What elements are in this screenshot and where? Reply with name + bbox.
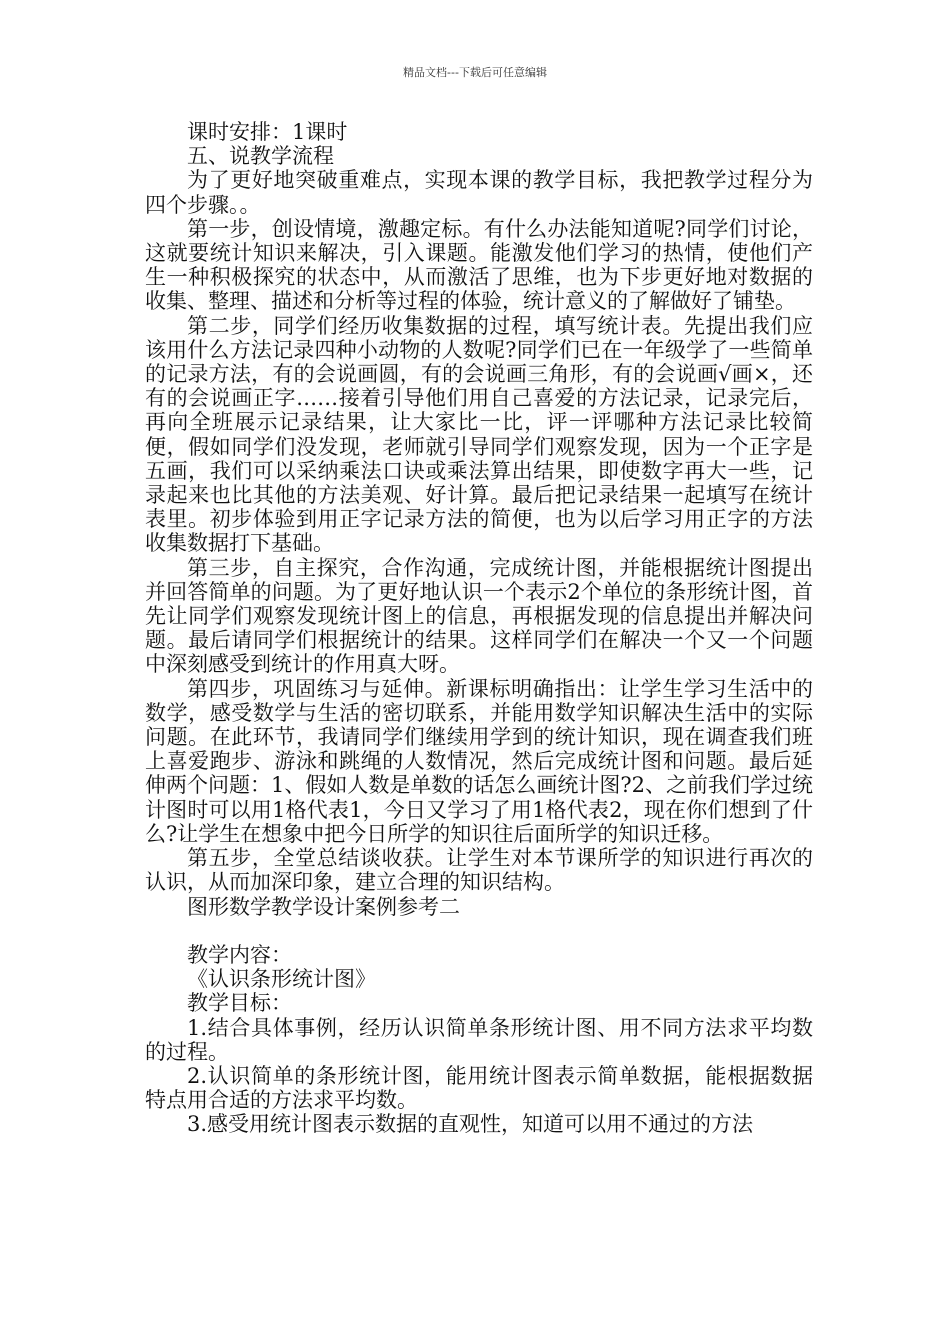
paragraph-step-1: 第一步，创设情境，激趣定标。有什么办法能知道呢?同学们讨论，这就要统计知识来解决，引入课题。能激发他们学习的热情，使他们产生一种积极探究的状态中，从而激活了思维，也为下步更好地对数据的收集、整理、描述和分析等过程的体验，统计意义的了解做好了铺垫。: [145, 216, 813, 314]
page-header: 精品文档---下载后可任意编辑: [403, 66, 547, 79]
blank-line: [145, 919, 813, 943]
paragraph-step-4: 第四步，巩固练习与延伸。新课标明确指出：让学生学习生活中的数学，感受数学与生活的密切联系，并能用数学知识解决生活中的实际问题。在此环节，我请同学们继续用学到的统计知识，现在调查我们班上喜爱跑步、游泳和跳绳的人数情况，然后完成统计图和问题。最后延伸两个问题：1、假如人数是单数的话怎么画统计图?2、之前我们学过统计图时可以用1格代表1，今日又学习了用1格代表2，现在你们想到了什么?让学生在想象中把今日所学的知识往后面所学的知识迁移。: [145, 676, 813, 846]
paragraph-lesson-title: 《认识条形统计图》: [187, 967, 376, 992]
paragraph-intro: 为了更好地突破重难点，实现本课的教学目标，我把教学过程分为四个步骤。。: [145, 168, 813, 217]
paragraph-goal-3: 3.感受用统计图表示数据的直观性，知道可以用不通过的方法: [187, 1112, 754, 1137]
document-body: [145, 120, 813, 1137]
paragraph-case-title: 图形数学教学设计案例参考二: [187, 894, 460, 919]
paragraph-goal-2: 2.认识简单的条形统计图，能用统计图表示简单数据，能根据数据特点用合适的方法求平均数。: [145, 1063, 813, 1113]
paragraph-goals-label: 教学目标：: [187, 991, 292, 1016]
paragraph-schedule: 课时安排：1课时: [187, 120, 348, 144]
paragraph-step-3: 第三步，自主探究，合作沟通，完成统计图，并能根据统计图提出并回答简单的问题。为了更好地认识一个表示2个单位的条形统计图，首先让同学们观察发现统计图上的信息，再根据发现的信息提出并解决问题。最后请同学们根据统计的结果。这样同学们在解决一个又一个问题中深刻感受到统计的作用真大呀。: [145, 555, 813, 677]
paragraph-content-label: 教学内容：: [187, 942, 292, 967]
paragraph-section-heading: 五、说教学流程: [187, 144, 334, 169]
paragraph-step-5: 第五步，全堂总结谈收获。让学生对本节课所学的知识进行再次的认识，从而加深印象，建立合理的知识结构。: [145, 846, 813, 895]
paragraph-goal-1: 1.结合具体事例，经历认识简单条形统计图、用不同方法求平均数的过程。: [145, 1015, 813, 1064]
paragraph-step-2: 第二步，同学们经历收集数据的过程，填写统计表。先提出我们应该用什么方法记录四种小动物的人数呢?同学们已在一年级学了一些简单的记录方法，有的会说画圆，有的会说画三角形，有的会说画√画×，还有的会说画正字……接着引导他们用自己喜爱的方法记录，记录完后，再向全班展示记录结果，让大家比一比，评一评哪种方法记录比较简便，假如同学们没发现，老师就引导同学们观察发现，因为一个正字是五画，我们可以采纳乘法口诀或乘法算出结果，即使数字再大一些，记录起来也比其他的方法美观、好计算。最后把记录结果一起填写在统计表里。初步体验到用正字记录方法的简便，也为以后学习用正字的方法收集数据打下基础。: [145, 313, 813, 556]
